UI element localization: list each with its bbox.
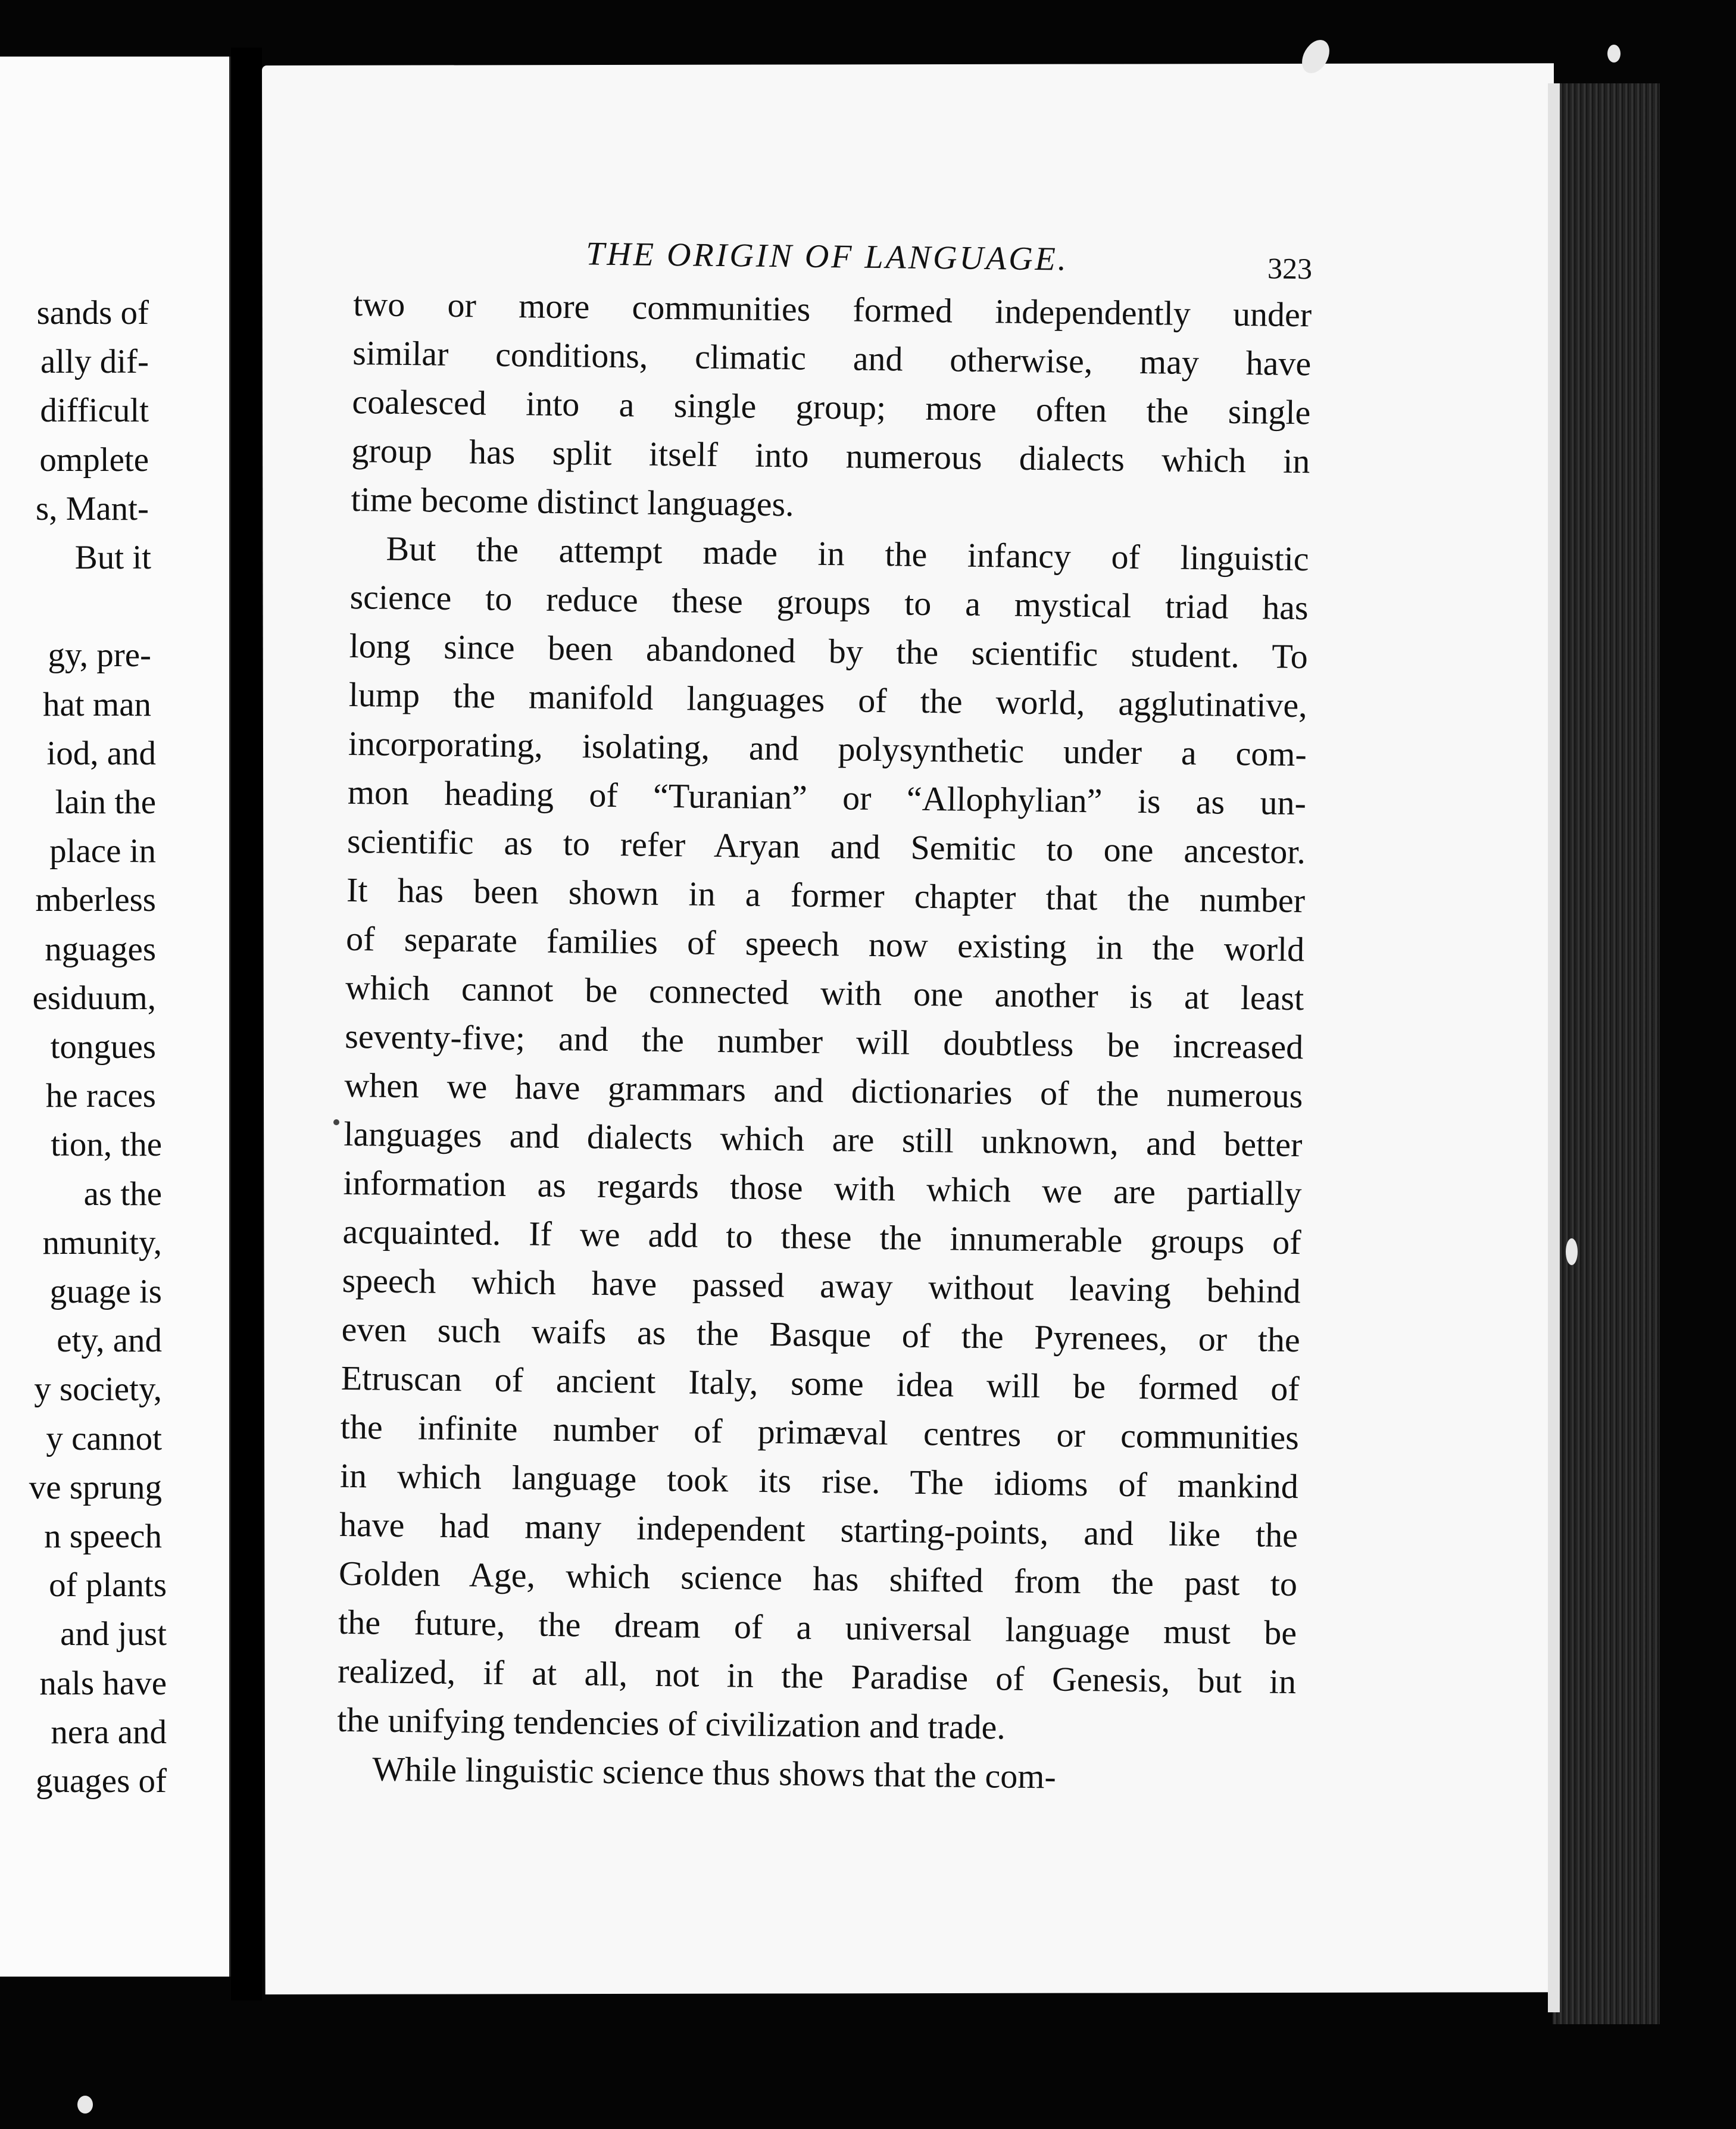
left-page-line: ally dif- [40, 343, 149, 381]
body-text-line-content: long since been abandoned by the scientific student. To [349, 626, 1309, 676]
body-text-line-content: the unifying tendencies of civilization and trade. [336, 1700, 1006, 1747]
left-page-line: omplete [39, 441, 149, 479]
left-page-line: nmunity, [42, 1223, 162, 1262]
left-page-line: y cannot [46, 1419, 162, 1457]
left-page-line: guage is [49, 1273, 162, 1311]
body-text-line-content: languages and dialects which are still unknown, and better [344, 1114, 1303, 1165]
body-text-line-content: It has been shown in a former chapter that the number [346, 870, 1306, 920]
left-page-line: hat man [42, 685, 151, 723]
left-page-text-fragments [29, 289, 167, 1806]
body-text-line-content: But the attempt made in the infancy of linguistic [386, 529, 1309, 579]
left-page-line: nals have [39, 1664, 167, 1702]
body-text-line-content: coalesced into a single group; more often the single [352, 382, 1311, 432]
body-text-line-content: time become distinct languages. [351, 479, 795, 524]
body-text-line-content: Golden Age, which science has shifted from the past to [338, 1553, 1298, 1604]
body-text-line-content: have had many independent starting-points, and like the [339, 1504, 1298, 1555]
body-text-line-content: in which language took its rise. The idioms of mankind [339, 1456, 1299, 1506]
scan-speck [1566, 1238, 1578, 1265]
left-page-line [29, 582, 151, 631]
left-page-line: iod, and [46, 734, 156, 772]
left-page-line: ve sprung [29, 1468, 162, 1506]
left-page-line: of plants [49, 1566, 167, 1604]
page-edge-highlight [1548, 83, 1560, 2012]
left-page-line: nera and [51, 1713, 167, 1751]
left-page-line: nguages [45, 930, 156, 968]
body-text-line-content: the infinite number of primæval centres or communities [340, 1407, 1300, 1457]
left-page-line: But it [74, 539, 151, 577]
scan-speck [333, 1119, 339, 1125]
left-page-line: as the [83, 1175, 162, 1213]
body-text-line-content: While linguistic science thus shows that the com- [372, 1749, 1057, 1796]
running-head-title: THE ORIGIN OF LANGUAGE. [585, 235, 1069, 278]
left-page-line: guages of [35, 1762, 167, 1800]
body-text-line-content: two or more communities formed independently under [352, 284, 1312, 335]
left-page-line: y society, [34, 1371, 162, 1409]
body-text-line-content: group has split itself into numerous dialects which in [351, 430, 1310, 481]
body-text-line-content: similar conditions, climatic and otherwise, may have [352, 333, 1312, 383]
scan-speck [77, 2096, 93, 2114]
body-text-line-content: mon heading of “Turanian” or “Allophylian” is as un- [347, 772, 1307, 823]
left-page-line: tongues [50, 1028, 156, 1066]
scan-speck [1607, 45, 1621, 63]
left-page-line: esiduum, [32, 979, 156, 1017]
left-page-line: he races [45, 1077, 156, 1115]
left-page-line: gy, pre- [48, 636, 151, 675]
body-text-line-content: speech which have passed away without leaving behind [342, 1260, 1301, 1311]
left-page-line: lain the [55, 783, 156, 822]
right-page-content [336, 214, 1313, 1804]
left-facing-page [0, 57, 231, 1977]
body-text-line-content: which cannot be connected with one another is at least [345, 967, 1304, 1018]
body-text-line-content: incorporating, isolating, and polysynthetic under a com- [348, 723, 1307, 774]
left-page-line: and just [60, 1615, 167, 1653]
body-text-line-content: information as regards those with which we are partially [343, 1163, 1302, 1213]
body-text-line-content: of separate families of speech now existing in the world [345, 919, 1305, 969]
page-number: 323 [1267, 251, 1313, 286]
left-page-line: ety, and [57, 1322, 162, 1360]
left-page-line: n speech [44, 1518, 162, 1556]
left-page-line: place in [49, 832, 156, 870]
body-text [336, 280, 1312, 1804]
body-text-line-content: seventy-five; and the number will doubtless be increased [344, 1016, 1304, 1067]
running-head [354, 214, 1313, 291]
body-text-line-content: lump the manifold languages of the world, agglutinative, [348, 675, 1308, 725]
body-text-line-content: the future, the dream of a universal language must be [338, 1602, 1297, 1653]
left-page-line: s, Mant- [36, 489, 149, 527]
body-text-line-content: acquainted. If we add to these the innumerable groups of [342, 1212, 1301, 1262]
body-text-line-content: scientific as to refer Aryan and Semitic to one ancestor. [346, 821, 1306, 872]
left-page-line: tion, the [51, 1126, 162, 1164]
body-text-line-content: Etruscan of ancient Italy, some idea will be formed of [341, 1358, 1300, 1409]
body-text-line-content: even such waifs as the Basque of the Pyrenees, or the [341, 1309, 1301, 1360]
body-text-line-content: realized, if at all, not in the Paradise of Genesis, but in [337, 1651, 1297, 1702]
left-page-line: difficult [40, 392, 149, 430]
book-gutter [231, 48, 262, 2000]
book-page-edges [1553, 83, 1660, 2024]
body-text-line-content: science to reduce these groups to a mystical triad has [349, 577, 1309, 628]
left-page-line: mberless [35, 881, 156, 919]
left-page-line: sands of [36, 294, 149, 332]
body-text-line-content: when we have grammars and dictionaries of the numerous [344, 1065, 1303, 1116]
